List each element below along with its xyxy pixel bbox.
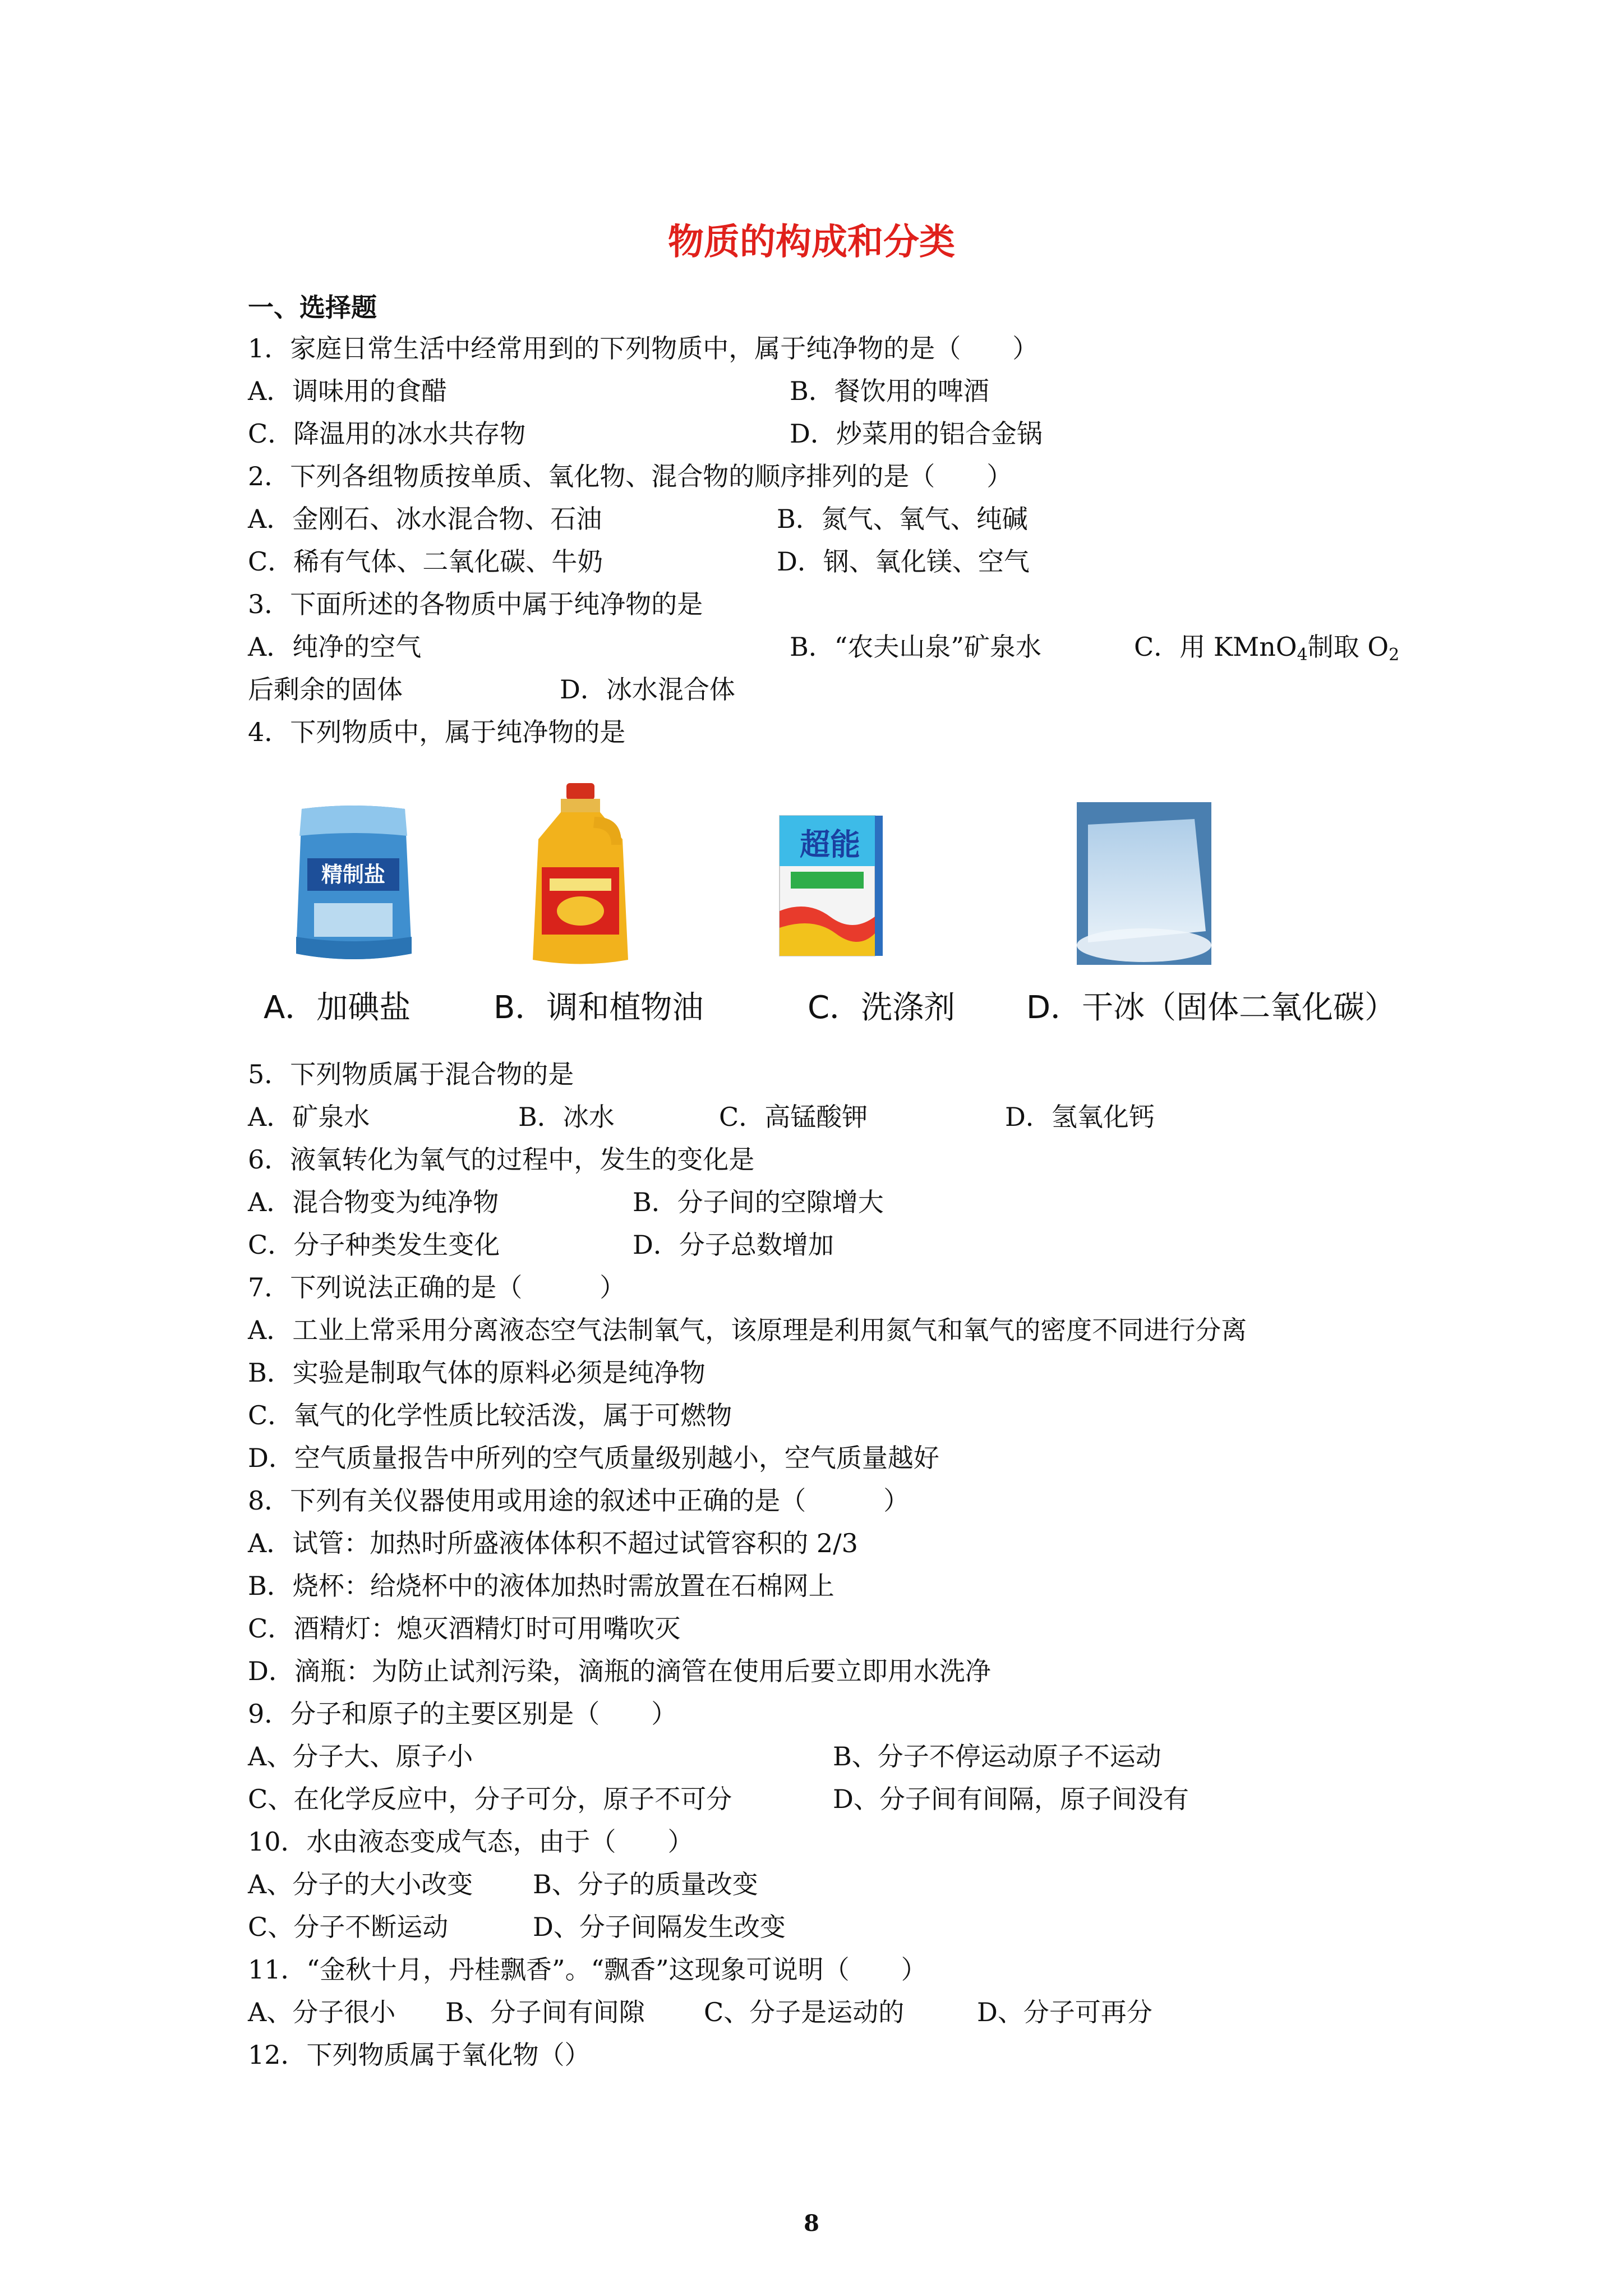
section-heading: 一、选择题 [248, 292, 377, 323]
question-10-stem: 10．水由液态变成气态，由于（ ） [248, 1826, 694, 1857]
question-3-option-d: D．冰水混合体 [560, 674, 735, 705]
question-7-option-d: D．空气质量报告中所列的空气质量级别越小，空气质量越好 [248, 1443, 939, 1473]
question-6-stem: 6．液氧转化为氧气的过程中，发生的变化是 [248, 1144, 755, 1175]
subscript: 4 [1297, 645, 1308, 665]
question-5-option-d: D．氢氧化钙 [1005, 1102, 1155, 1132]
question-8-option-d: D．滴瓶：为防止试剂污染，滴瓶的滴管在使用后要立即用水洗净 [248, 1656, 991, 1686]
question-1-option-b: B．餐饮用的啤酒 [790, 376, 989, 406]
cooking-oil-bottle-image [527, 783, 634, 968]
detergent-brand-label: 超能 [800, 827, 860, 862]
question-4-caption-c: C．洗涤剂 [808, 990, 956, 1026]
question-3-stem: 3．下面所述的各物质中属于纯净物的是 [248, 589, 703, 619]
question-6-option-c: C．分子种类发生变化 [248, 1230, 500, 1260]
question-1-option-a: A．调味用的食醋 [248, 376, 448, 406]
question-2-stem: 2．下列各组物质按单质、氧化物、混合物的顺序排列的是（ ） [248, 461, 1013, 491]
question-4-caption-b: B．调和植物油 [494, 990, 704, 1026]
question-6-option-a: A．混合物变为纯净物 [248, 1187, 499, 1217]
question-5-option-a: A．矿泉水 [248, 1102, 370, 1132]
question-4-stem: 4．下列物质中，属于纯净物的是 [248, 717, 626, 747]
question-9-option-a: A、分子大、原子小 [248, 1741, 473, 1772]
question-10-option-b: B、分子的质量改变 [533, 1869, 758, 1899]
question-2-option-c: C．稀有气体、二氧化碳、牛奶 [248, 546, 603, 577]
question-10-option-d: D、分子间隔发生改变 [533, 1912, 786, 1942]
question-11-option-a: A、分子很小 [248, 1997, 396, 2027]
question-8-option-c: C．酒精灯：熄灭酒精灯时可用嘴吹灭 [248, 1613, 681, 1644]
subscript: 2 [1389, 645, 1400, 665]
question-7-option-a: A．工业上常采用分离液态空气法制氧气，该原理是利用氮气和氧气的密度不同进行分离 [248, 1315, 1247, 1345]
question-5-stem: 5．下列物质属于混合物的是 [248, 1059, 574, 1089]
question-9-option-d: D、分子间有间隔，原子间没有 [833, 1784, 1189, 1814]
salt-bag-label: 精制盐 [321, 862, 386, 887]
question-9-stem: 9．分子和原子的主要区别是（ ） [248, 1699, 677, 1729]
question-9-option-c: C、在化学反应中，分子可分，原子不可分 [248, 1784, 732, 1814]
question-12-stem: 12．下列物质属于氧化物（） [248, 2040, 591, 2070]
question-1-option-d: D．炒菜用的铝合金锅 [790, 418, 1043, 449]
detergent-box-image [774, 810, 886, 961]
question-7-option-c: C．氧气的化学性质比较活泼，属于可燃物 [248, 1400, 732, 1430]
question-9-option-b: B、分子不停运动原子不运动 [833, 1741, 1161, 1772]
question-11-option-d: D、分子可再分 [977, 1997, 1152, 2027]
salt-bag-image [292, 802, 415, 965]
option-c-text: C．用 KMnO [1134, 632, 1297, 662]
question-2-option-d: D．钢、氧化镁、空气 [777, 546, 1030, 577]
question-1-stem: 1．家庭日常生活中经常用到的下列物质中，属于纯净物的是（ ） [248, 333, 1039, 364]
question-8-option-b: B．烧杯：给烧杯中的液体加热时需放置在石棉网上 [248, 1571, 834, 1601]
question-2-option-a: A．金刚石、冰水混合物、石油 [248, 504, 602, 534]
option-c-text: 制取 O [1307, 632, 1389, 662]
question-6-option-b: B．分子间的空隙增大 [633, 1187, 884, 1217]
question-10-option-c: C、分子不断运动 [248, 1912, 449, 1942]
question-5-option-b: B．冰水 [518, 1102, 615, 1132]
question-7-stem: 7．下列说法正确的是（ ） [248, 1272, 626, 1303]
question-8-stem: 8．下列有关仪器使用或用途的叙述中正确的是（ ） [248, 1485, 910, 1516]
question-2-option-b: B．氮气、氧气、纯碱 [777, 504, 1028, 534]
question-11-option-c: C、分子是运动的 [704, 1997, 905, 2027]
question-5-option-c: C．高锰酸钾 [719, 1102, 868, 1132]
question-11-option-b: B、分子间有间隙 [445, 1997, 645, 2027]
question-6-option-d: D．分子总数增加 [633, 1230, 834, 1260]
question-3-option-c [1134, 634, 1399, 664]
question-1-option-c: C．降温用的冰水共存物 [248, 418, 526, 449]
dry-ice-image [1066, 802, 1223, 965]
question-7-option-b: B．实验是制取气体的原料必须是纯净物 [248, 1358, 706, 1388]
page-number: 8 [804, 2210, 819, 2237]
page-title: 物质的构成和分类 [668, 222, 955, 263]
question-11-stem: 11．“金秋十月，丹桂飘香”。“飘香”这现象可说明（ ） [248, 1954, 927, 1985]
question-10-option-a: A、分子的大小改变 [248, 1869, 473, 1899]
question-3-option-b: B．“农夫山泉”矿泉水 [790, 632, 1041, 662]
question-4-caption-a: A．加碘盐 [264, 990, 411, 1026]
question-3-option-a: A．纯净的空气 [248, 632, 422, 662]
question-3-option-c-continued: 后剩余的固体 [248, 674, 403, 705]
question-4-caption-d: D．干冰（固体二氧化碳） [1026, 990, 1396, 1026]
question-8-option-a: A．试管：加热时所盛液体体积不超过试管容积的 2/3 [248, 1528, 858, 1558]
